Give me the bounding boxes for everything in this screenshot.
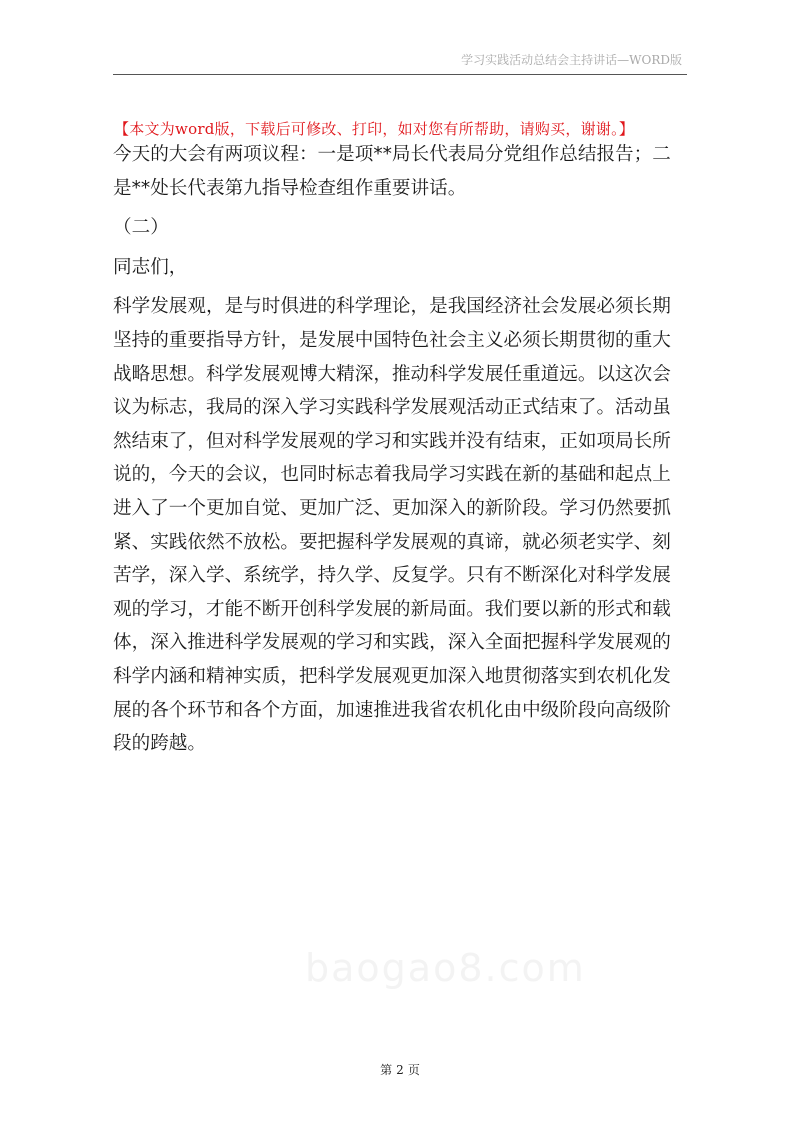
download-notice: 【本文为word版，下载后可修改、打印，如对您有所帮助，请购买，谢谢。】	[114, 120, 635, 138]
header-divider	[113, 74, 687, 75]
text-line: 进入了一个更加自觉、更加广泛、更加深入的新阶段。学习仍然要抓	[113, 497, 671, 519]
page-footer	[0, 1061, 800, 1078]
text-line: 议为标志，我局的深入学习实践科学发展观活动正式结束了。活动虽	[113, 397, 671, 419]
agenda-paragraph	[113, 138, 689, 205]
watermark: baogao8.com	[305, 946, 586, 990]
text-line: 科学内涵和精神实质，把科学发展观更加深入地贯彻落实到农机化发	[113, 665, 671, 687]
footer-suffix: 页	[407, 1063, 420, 1077]
text-line: 观的学习，才能不断开创科学发展的新局面。我们要以新的形式和载	[113, 598, 671, 620]
salutation: 同志们，	[113, 256, 188, 278]
text-line: 展的各个环节和各个方面，加速推进我省农机化由中级阶段向高级阶	[113, 699, 671, 721]
text-line: 段的跨越。	[113, 733, 206, 755]
text-line: 战略思想。科学发展观博大精深，推动科学发展任重道远。以这次会	[113, 363, 671, 385]
text-line: 体，深入推进科学发展观的学习和实践，深入全面把握科学发展观的	[113, 632, 671, 654]
text-line: 紧、实践依然不放松。要把握科学发展观的真谛，就必须老实学、刻	[113, 531, 671, 553]
text-line: 是**处长代表第九指导检查组作重要讲话。	[113, 177, 467, 199]
text-line: 坚持的重要指导方针，是发展中国特色社会主义必须长期贯彻的重大	[113, 329, 671, 351]
text-line: 说的，今天的会议，也同时标志着我局学习实践在新的基础和起点上	[113, 464, 671, 486]
page-number: 2	[396, 1063, 404, 1077]
text-line: 然结束了，但对科学发展观的学习和实践并没有结束，正如项局长所	[113, 430, 671, 452]
running-header-title: 学习实践活动总结会主持讲话—WORD版	[461, 53, 682, 67]
text-line: 苦学，深入学、系统学，持久学、反复学。只有不断深化对科学发展	[113, 565, 671, 587]
main-paragraph	[113, 290, 689, 760]
text-line: 今天的大会有两项议程：一是项**局长代表局分党组作总结报告；二	[113, 144, 671, 165]
footer-prefix: 第	[380, 1063, 393, 1077]
body-text	[113, 138, 689, 761]
text-line: 科学发展观，是与时俱进的科学理论，是我国经济社会发展必须长期	[113, 296, 671, 318]
section-label: （二）	[113, 217, 169, 239]
